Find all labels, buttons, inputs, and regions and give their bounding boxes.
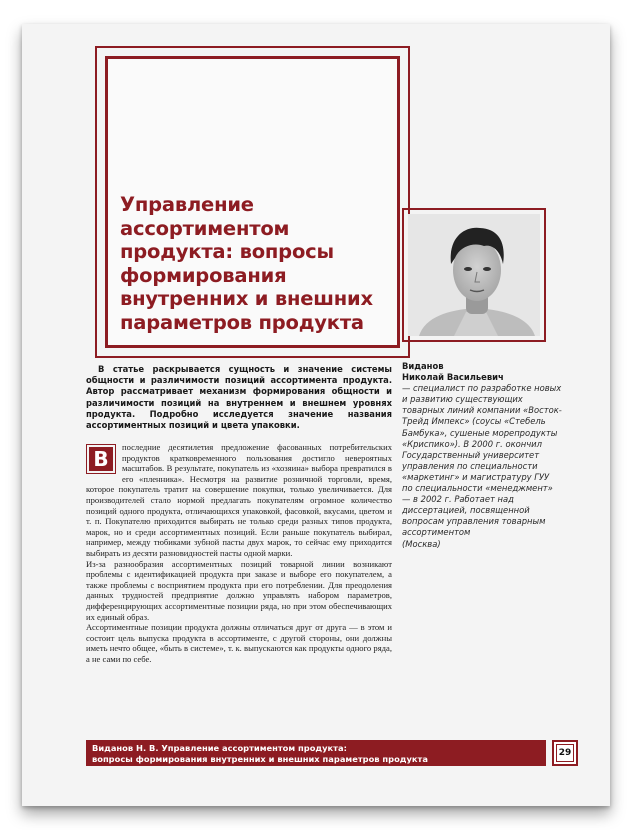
page-number-box [552,740,578,766]
article-body [86,442,392,664]
author-photo [408,214,540,336]
magazine-page [22,24,610,806]
body-paragraph: последние десятилетия предложение фасованных потребительских продуктов кратковременного пользования достигло невероятных масштабов. В результате, покупатель из «хозяина» выбора превратился в его «пленника». Несмотря на развитие розничной торговли, время, которое покупатель тратит на совершение покупки, только увеличивается. Для производителей стало нормой предлагать покупателям огромное количество позиций одного продукта, отличающихся упаковкой, фасовкой, вкусами, цветом и т. п. Покупателю приходится выбирать не только среди разных типов продукта, марок, но и среди ассортиментных позиций. Если раньше покупатель выбирал, например, между тюбиками зубной пасты двух марок, то сейчас ему приходится выбирать из десяти разновидностей пасты одной марки. [86,442,392,558]
author-photo-frame [402,208,546,342]
author-surname: Виданов [402,361,444,371]
footer-line-2: вопросы формирования внутренних и внешних параметров продукта [92,754,428,764]
author-portrait-image [408,214,540,336]
author-bio: — специалист по разработке новых и развитию существующих товарных линий компании «Восток-Трейд Импекс» (соусы «Стебель Бамбука», сушеные морепродукты «Криспико»). В 2000 г. окончил Государственный университет управления по специальности «маркетинг» и магистратуру ГУУ по специальности «менеджмент» — в 2002 г. Работает над диссертацией, посвященной вопросам управления товарным ассортиментом [402,383,562,538]
author-given-name: Николай Васильевич [402,372,504,383]
footer-line-1: Виданов Н. В. Управление ассортиментом продукта: [92,743,347,753]
body-paragraph: Из-за разнообразия ассортиментных позиций товарной линии возникают проблемы с идентификацией продукта при заказе и выборе его покупателем, а также проблемы с восприятием продукта при его потреблении. Для преодоления данных трудностей предприятие должно управлять набором параметров, дифференцирующих ассортиментные позиции ряда, но при этом обеспечивающих их единый образ. [86,558,392,622]
author-info [402,361,562,550]
body-paragraph: Ассортиментные позиции продукта должны отличаться друг от друга — в этом и состоит цель выпуска продукта в ассортименте, с другой стороны, они должны иметь нечто общее, «быть в системе», т. к. выпускаются как продукты одного ряда, а не сами по себе. [86,622,392,664]
title-frame-inner [105,56,400,348]
drop-cap [86,444,116,474]
page-number: 29 [556,744,574,762]
article-title: Управление ассортиментом продукта: вопросы формирования внутренних и внешних параметров продукта [120,193,373,334]
drop-cap-letter: В [89,447,113,471]
author-city: (Москва) [402,538,441,549]
title-frame [95,46,410,358]
article-abstract: В статье раскрывается сущность и значение системы общности и различимости позиций ассортимента продукта. Автор рассматривает механизм формирования общности и различимости позиций на внутреннем и внешнем уровнях продукта. Подробно исследуется значение названия ассортиментных позиций и цвета упаковки. [86,364,392,431]
footer-citation [86,740,546,766]
